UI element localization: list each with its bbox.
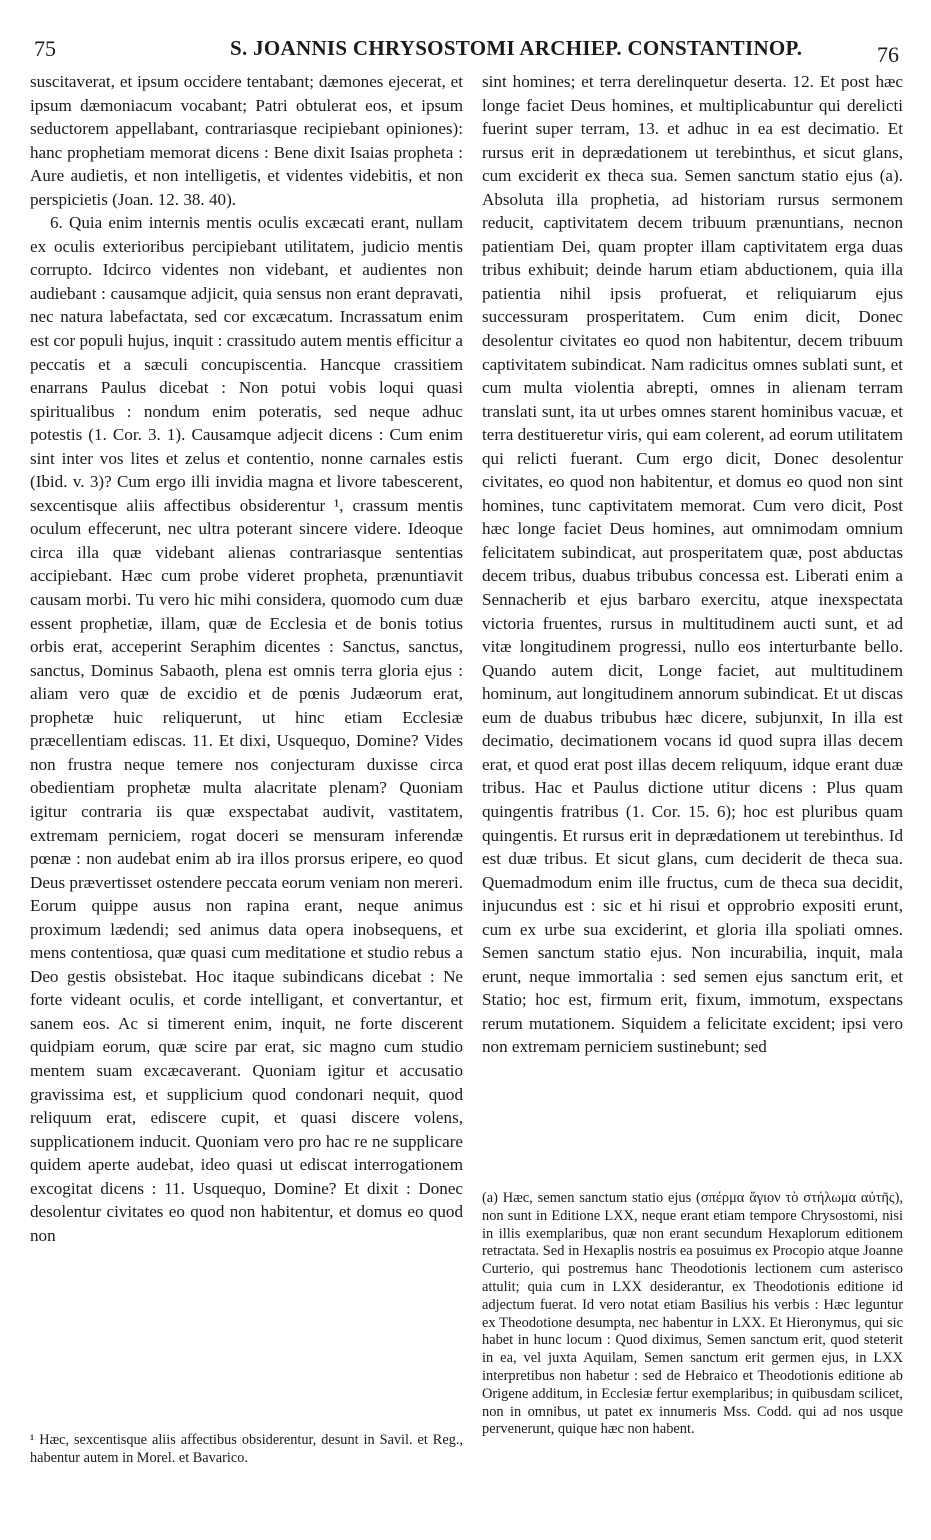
running-title: S. JOANNIS CHRYSOSTOMI ARCHIEP. CONSTANTINOP. [230,36,803,60]
page-number-right: 76 [877,42,899,67]
footnote-left: ¹ Hæc, sexcentisque aliis affectibus obsiderentur, desunt in Savil. et Reg., habentur autem in Morel. et Bavarico. [30,1432,463,1466]
page-header [30,30,901,67]
paragraph: suscitaverat, et ipsum occidere tentabant; dæmones ejecerat, et ipsum dæmoniacum vocabant; Patri obtulerat eos, et ipsum seductorem appellabant, contrariasque recipiebant opiniones): hanc prophetiam memorat dicens : Bene dixit Isaias propheta : Aure audietis, et non intelligetis, et videntes videbitis, et non perspicietis (Joan. 12. 38. 40). [30,72,463,209]
page-number-left: 75 [34,36,56,61]
right-column [482,70,903,1059]
footnote-right: (a) Hæc, semen sanctum statio ejus (σπέρμα ἅγιον τὸ στήλωμα αὐτῆς), non sunt in Editione LXX, neque erant etiam tempore Chrysostomi, nisi in illis exemplaribus, quæ non erant secundum Hexaplorum editionem retractata. Sed in Hexaplis nostris ea posuimus ex Procopio atque Joanne Curterio, qui postremus hanc Theodotionis lectionem cum asterisco attulit; quia cum in LXX desiderantur, ex Theodotionis editione id adjectum fuerat. Id vero notat etiam Basilius his verbis : Hæc leguntur ex Theodotione desumpta, nec habentur in LXX. Et Hieronymus, qui sic habet in hunc locum : Quod diximus, Semen sanctum erit, quod steterit in ea, vel juxta Aquilam, Semen sanctum erit germen ejus, in LXX interpretibus non habetur : sed de Hebraico et Theodotionis editione ab Origene additum, in Ecclesiæ fertur exemplaribus; in quibusdam scilicet, non in omnibus, ut patet ex innumeris Mss. Codd. qui ad nos usque pervenerunt, quique hæc non habent. [482,1190,903,1438]
paragraph: 6. Quia enim internis mentis oculis excæcati erant, nullam ex oculis exterioribus percipiebant utilitatem, judicio mentis corrupto. Idcirco videntes non videbant, et audientes non audiebant : causamque adjicit, quia sensus non erant depravati, nec natura labefactata, sed cor excæcatum. Incrassatum enim est cor populi hujus, inquit : crassitudo autem mentis efficitur a peccatis et a sæculi concupiscentia. Hancque crassitiem enarrans Paulus dicebat : Non potui vobis loqui quasi spiritualibus : nondum enim poteratis, sed neque adhuc potestis (1. Cor. 3. 1). Causamque adjecit dicens : Cum enim sint inter vos lites et zelus et contentio, nonne carnales estis (Ibid. v. 3)? Cum ergo illi invidia magna et livore tabescerent, sexcentisque aliis affectibus obsiderentur ¹, crassum mentis oculum effecerunt, nec ultra poterant sincere videre. Ideoque circa illa quæ videbant alienas contrariasque sententias accipiebant. Hæc cum probe videret propheta, prænuntiavit causam morbi. Tu vero hic mihi considera, quomodo cum duæ essent prophetiæ, illam, quæ de Ecclesia et de bonis totius orbis erat, acceperint Seraphim dicentes : Sanctus, sanctus, sanctus, Dominus Sabaoth, plena est omnis terra gloria ejus : aliam vero quæ de excidio et de pœnis Judæorum erat, prophetæ huic reliquerunt, ut hinc etiam Ecclesiæ præcellentiam ediscas. 11. Et dixi, Usquequo, Domine? Vides non frustra neque temere nos conjecturam duxisse circa obedientiam prophetæ multa alacritate plenam? Quoniam igitur contraria iis quæ exspectabat audivit, vastitatem, extremam perniciem, rogat doceri se mensuram inferendæ pœnæ : non audebat enim ab ira illos prorsus eripere, eo quod Deus prævertisset ostendere peccata eorum veniam non mereri. Eorum quippe ausus non rapina erant, neque animus proximum lædendi; sed animus data opera inobsequens, et mens contentiosa, quæ quasi cum meditatione et studio rebus a Deo gestis obsistebat. Hoc itaque subindicans dicebat : Ne forte videant oculis, et corde intelligant, et convertantur, et sanem eos. Ac si timerent enim, inquit, ne forte discerent quidpiam eorum, quæ scire par erat, sic magno cum studio mentem suam excæcaverant. Quoniam igitur et accusatio gravissima est, et supplicium quod condonari nequit, quod reliquum erat, ediscere cupit, et quasi discere volens, supplicationem inducit. Quoniam vero pro hac re ne supplicare quidem aperte audebat, ideo quasi ut ediscat interrogationem excogitat dicens : 11. Usquequo, Domine? Et dixit : Donec desolentur civitates eo quod non habitentur, et domus eo quod non [30,213,463,1245]
paragraph: sint homines; et terra derelinquetur deserta. 12. Et post hæc longe faciet Deus homines, et multiplicabuntur qui derelicti fuerint super terram, 13. et adhuc in ea est decimatio. Et rursus erit in deprædationem ut terebinthus, et sicut glans, cum exciderit ex theca sua. Semen sanctum statio ejus (a). Absoluta illa prophetia, ad historiam rursus sermonem reducit, captivitatem decem tribuum prænuntians, necnon patientiam Dei, quam propter illam captivitatem erga duas tribus exhibuit; deinde harum etiam abductionem, quia illa patientia nihil ipsis profuerat, et reliquiarum ejus successuram prosperitatem. Cum enim dicit, Donec desolentur civitates eo quod non habitentur, decem tribuum captivitatem subindicat. Nam radicitus omnes sublati sunt, et cum multa violentia abrepti, omnes in alienam terram translati sunt, ita ut urbes omnes starent hominibus vacuæ, et terra destitueretur viris, qui eam colerent, ad eorum utilitatem qui relicti fuerant. Cum ergo dicit, Donec desolentur civitates, eo quod non habitentur, et domus eo quod non sint homines, tunc captivitatem memorat. Cum vero dicit, Post hæc longe faciet Deus homines, aut omnimodam omnium felicitatem subindicat, aut prosperitatem quæ, post abductas decem tribus, duabus tribubus concessa est. Liberati enim a Sennacherib et ejus barbaro exercitu, atque inexspectata victoria fruentes, rursus in multitudinem aucti sunt, et ad vitæ longitudinem progressi, nullo eos interturbante bello. Quando autem dicit, Longe faciet, aut multitudinem hominum, aut longitudinem annorum subindicat. Et ut discas eum de duabus tribubus hæc dicere, subjunxit, In illa est decimatio, decimationem vocans id quod supra illas decem erat, et quod erat post illas decem reliquum, idque erant duæ tribus. Hac et Paulus dictione utitur dicens : Plus quam quingentis fratribus (1. Cor. 15. 6); hoc est pluribus quam quingentis. Et rursus erit in deprædationem ut terebinthus. Id est duæ tribus. Et sicut glans, cum deciderit de theca sua. Quemadmodum enim ille fructus, cum de theca sua decidit, injucundus est : sic et hi risui et opprobrio expositi erunt, cum ex urbe sua exciderint, et gloria illa spoliati omnes. Semen sanctum statio ejus. Non incurabilia, inquit, mala erunt, neque immortalia : sed semen ejus sanctum erit, et Statio; hoc est, firmum erit, fixum, immotum, exspectans rerum mutationem. Siquidem a felicitate excident; ipsi vero non extremam perniciem sustinebunt; sed [482,72,903,1057]
left-column [30,70,463,1247]
